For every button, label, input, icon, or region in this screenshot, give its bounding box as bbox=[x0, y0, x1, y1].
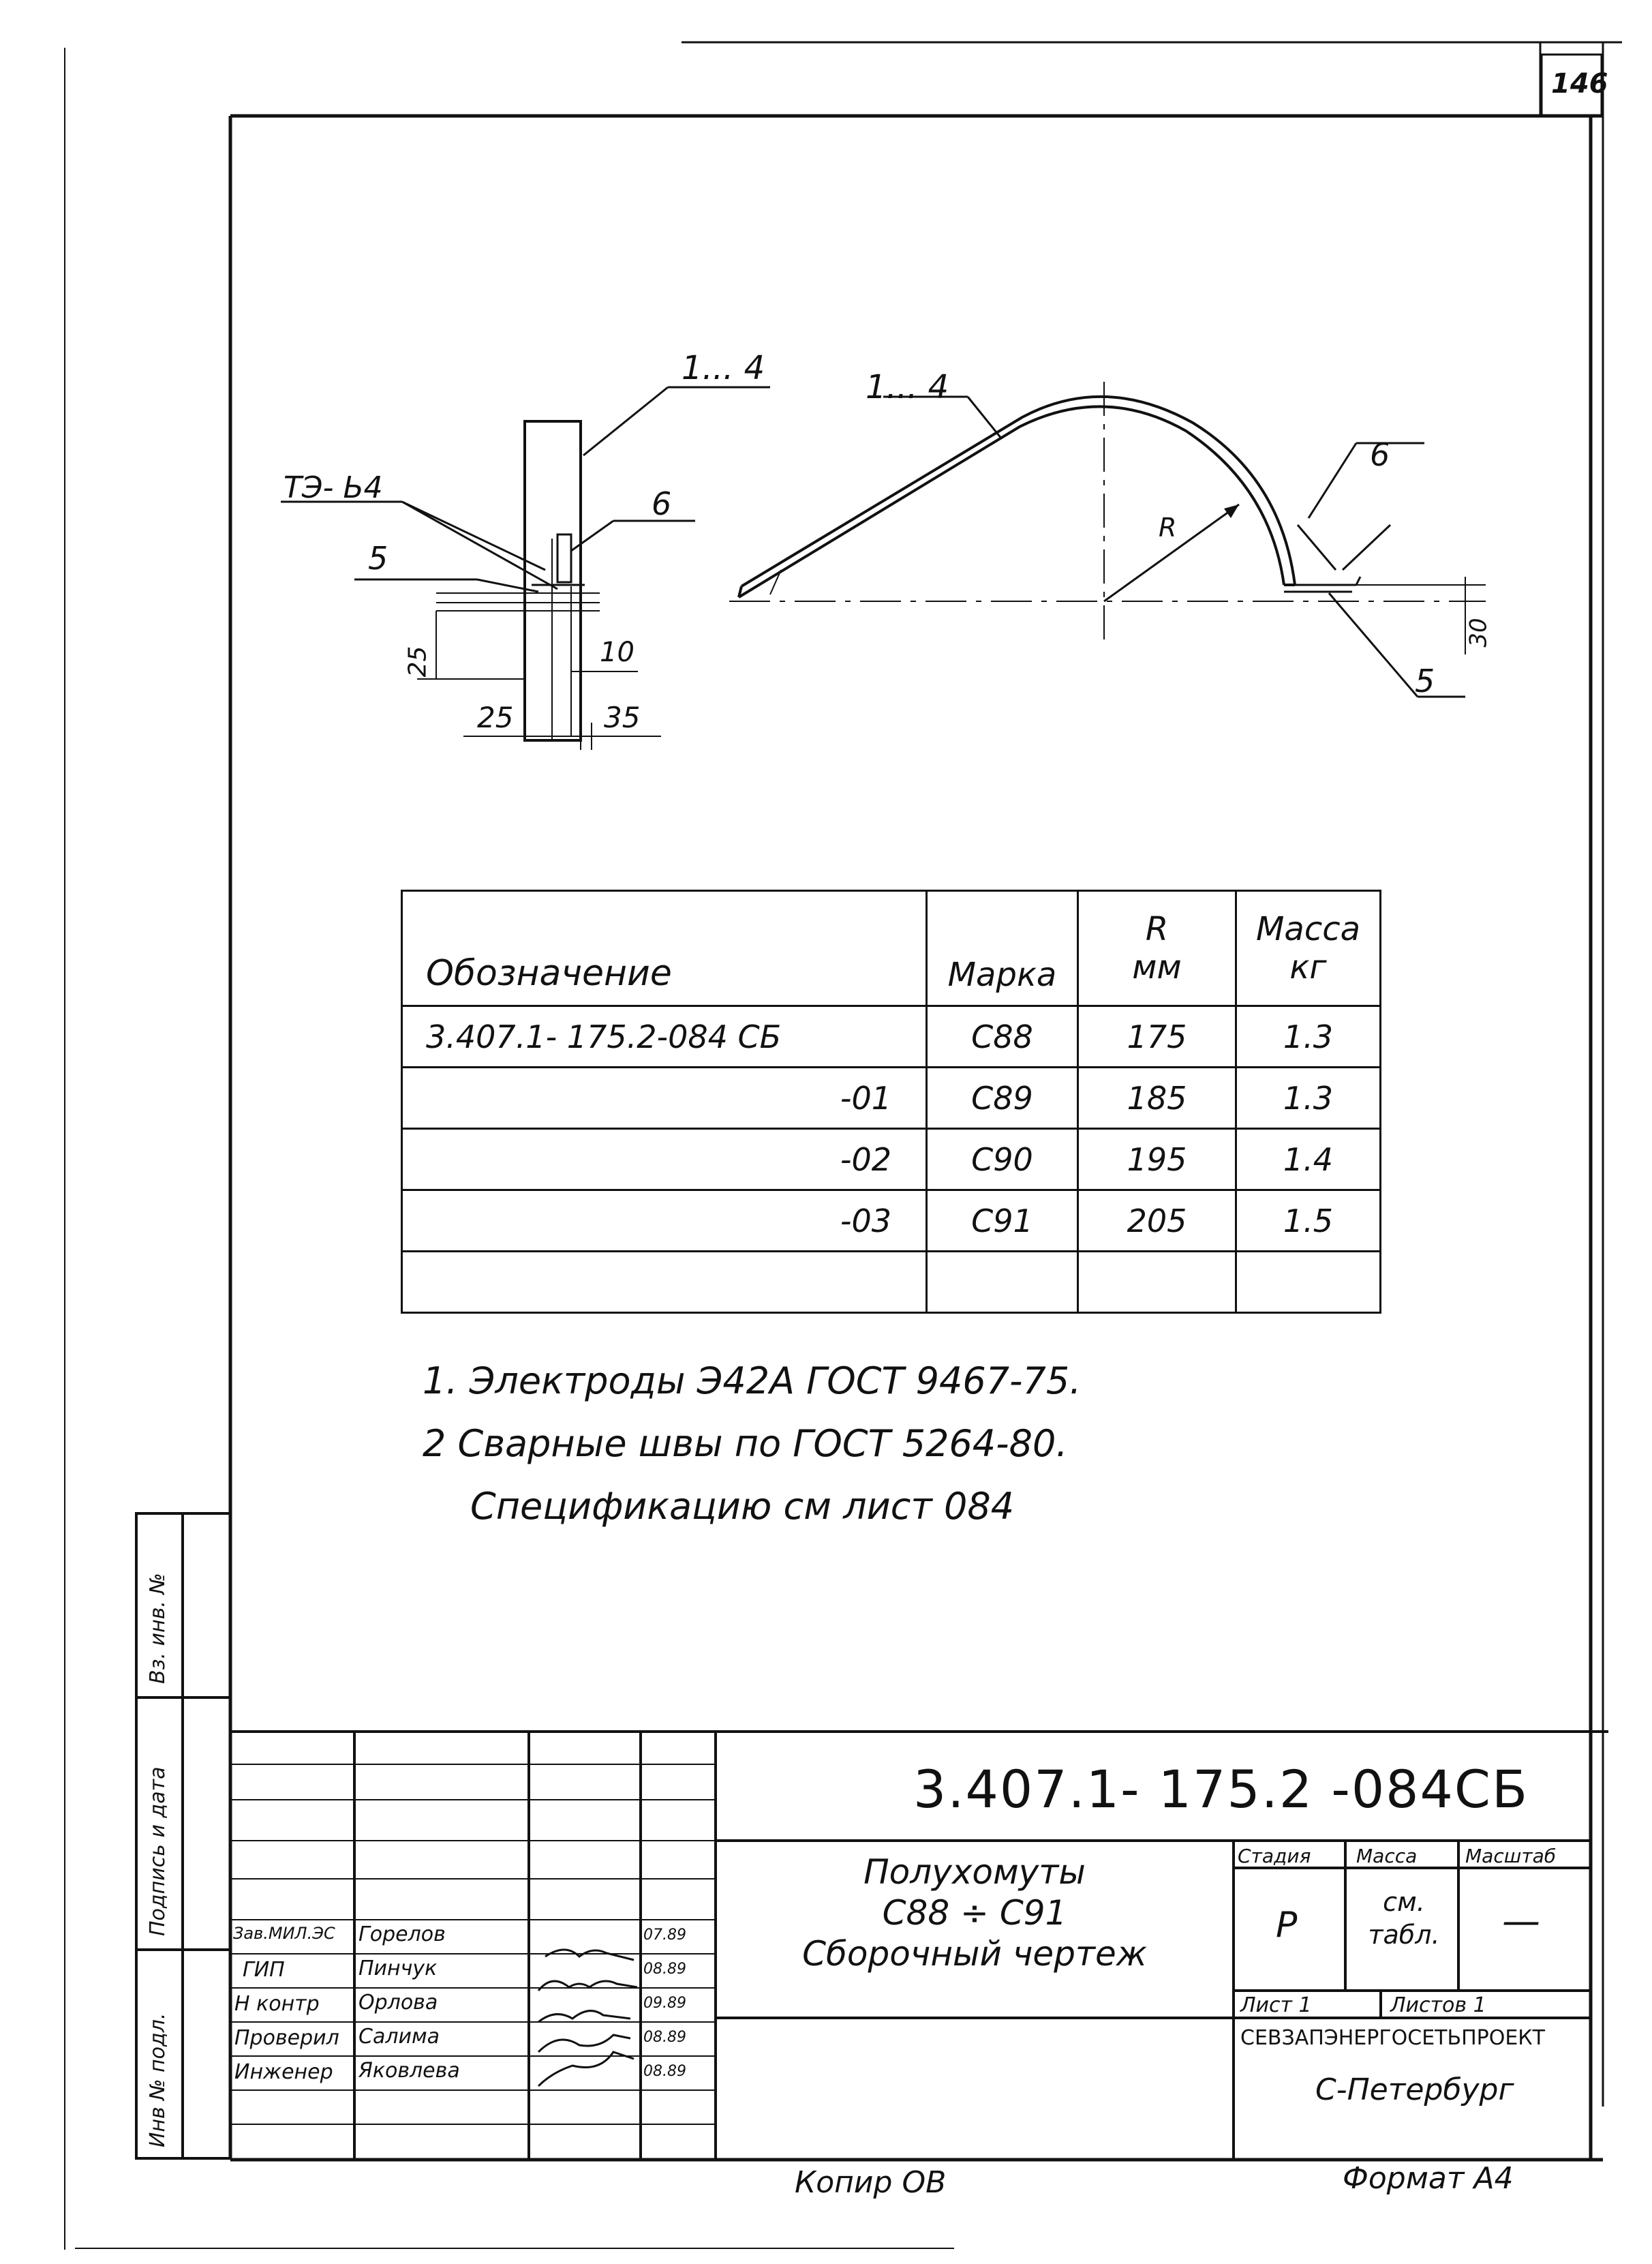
radius-header-symbol: R bbox=[1145, 910, 1169, 948]
designation-cell: -03 bbox=[402, 1190, 927, 1252]
radius-label: R bbox=[1159, 513, 1177, 543]
signature-scribbles bbox=[538, 1950, 637, 2086]
table-row bbox=[402, 1068, 1381, 1129]
side-stamp-inv-orig: Инв № подл. bbox=[146, 2012, 170, 2147]
mass-value-line-1: см. bbox=[1383, 1887, 1425, 1917]
right-leader-label: 1... 4 bbox=[866, 368, 949, 406]
mass-value bbox=[1356, 1886, 1452, 1951]
mass-cell: 1.4 bbox=[1236, 1129, 1381, 1190]
designation-header: Обозначение bbox=[402, 891, 927, 1006]
left-dim-35: 35 bbox=[604, 701, 641, 734]
table-row bbox=[402, 1129, 1381, 1190]
signature-date: 08.89 bbox=[643, 1961, 686, 1978]
title-line-1: Полухомуты bbox=[863, 1852, 1086, 1892]
mark-header: Марка bbox=[927, 891, 1078, 1006]
paper-format: Формат А4 bbox=[1343, 2161, 1514, 2196]
radius-cell: 185 bbox=[1078, 1068, 1236, 1129]
signature-date: 09.89 bbox=[643, 1995, 686, 2012]
signature-name: Пинчук bbox=[358, 1957, 438, 1980]
mark-cell: С91 bbox=[927, 1190, 1078, 1252]
signature-role: Проверил bbox=[234, 2026, 339, 2050]
right-dim-30: 30 bbox=[1465, 618, 1493, 648]
mass-cell: 1.5 bbox=[1236, 1190, 1381, 1252]
organization-name: СЕВЗАПЭНЕРГОСЕТЬПРОЕКТ bbox=[1240, 2026, 1545, 2050]
mass-value-line-2: табл. bbox=[1368, 1920, 1440, 1950]
mark-cell: С88 bbox=[927, 1006, 1078, 1068]
mass-cell: 1.3 bbox=[1236, 1068, 1381, 1129]
title-line-2: С88 ÷ С91 bbox=[882, 1893, 1067, 1933]
mark-cell: С89 bbox=[927, 1068, 1078, 1129]
signature-name: Яковлева bbox=[358, 2059, 460, 2083]
signature-name: Горелов bbox=[358, 1922, 446, 1946]
title-line-3: Сборочный чертеж bbox=[802, 1934, 1147, 1974]
weld-mark-label: ТЭ- Ь4 bbox=[284, 470, 383, 505]
mass-label: Масса bbox=[1356, 1845, 1418, 1867]
radius-header-unit: мм bbox=[1132, 948, 1182, 986]
document-title bbox=[736, 1852, 1213, 1974]
side-stamp-sign-date: Подпись и дата bbox=[146, 1766, 170, 1936]
note-specification: Спецификацию см лист 084 bbox=[470, 1485, 1015, 1528]
note-electrodes: 1. Электроды Э42А ГОСТ 9467-75. bbox=[423, 1359, 1082, 1402]
organization-city: С-Петербург bbox=[1315, 2072, 1514, 2107]
signature-date: 08.89 bbox=[643, 2063, 686, 2080]
sheets-label: Листов 1 bbox=[1390, 1993, 1486, 2017]
left-dim-vertical: 25 bbox=[403, 646, 432, 678]
left-dim-25: 25 bbox=[477, 701, 514, 734]
table-row bbox=[402, 1190, 1381, 1252]
signature-role: Зав.МИЛ.ЭС bbox=[233, 1924, 335, 1943]
table-row bbox=[402, 1006, 1381, 1068]
radius-header bbox=[1078, 891, 1236, 1006]
radius-cell: 205 bbox=[1078, 1190, 1236, 1252]
signature-role: Инженер bbox=[234, 2060, 333, 2084]
left-leader-label: 1... 4 bbox=[682, 349, 765, 387]
designation-cell: -02 bbox=[402, 1129, 927, 1190]
right-part-6-label: 6 bbox=[1370, 436, 1390, 473]
sheet-label: Лист 1 bbox=[1240, 1993, 1312, 2017]
signature-date: 07.89 bbox=[643, 1927, 686, 1944]
designation-cell: 3.407.1- 175.2-084 СБ bbox=[402, 1006, 927, 1068]
left-view bbox=[281, 387, 770, 750]
designation-cell bbox=[402, 1252, 927, 1313]
scale-value: — bbox=[1502, 1899, 1540, 1944]
scale-label: Масштаб bbox=[1465, 1845, 1557, 1867]
mark-cell: С90 bbox=[927, 1129, 1078, 1190]
technical-notes bbox=[423, 1350, 1081, 1538]
radius-cell: 195 bbox=[1078, 1129, 1236, 1190]
signature-name: Салима bbox=[358, 2025, 440, 2049]
signature-role: ГИП bbox=[243, 1958, 285, 1982]
mass-header-title: Масса bbox=[1255, 910, 1361, 948]
document-code: 3.407.1- 175.2 -084СБ bbox=[913, 1759, 1529, 1820]
stage-label: Стадия bbox=[1238, 1845, 1311, 1867]
note-welds: 2 Сварные швы по ГОСТ 5264-80. bbox=[423, 1422, 1068, 1465]
mass-cell bbox=[1236, 1252, 1381, 1313]
spec-header-row bbox=[402, 891, 1381, 1006]
right-view bbox=[729, 382, 1486, 697]
left-dim-10: 10 bbox=[600, 637, 634, 668]
side-stamp-vz-inv: Вз. инв. № bbox=[146, 1573, 170, 1684]
copied-by: Копир ОВ bbox=[795, 2165, 947, 2200]
table-row bbox=[402, 1252, 1381, 1313]
mass-header-unit: кг bbox=[1289, 948, 1327, 986]
designation-cell: -01 bbox=[402, 1068, 927, 1129]
signature-name: Орлова bbox=[358, 1991, 438, 2014]
right-part-5-label: 5 bbox=[1415, 663, 1435, 699]
mass-header bbox=[1236, 891, 1381, 1006]
signature-date: 08.89 bbox=[643, 2029, 686, 2046]
mass-cell: 1.3 bbox=[1236, 1006, 1381, 1068]
radius-cell bbox=[1078, 1252, 1236, 1313]
spec-table bbox=[401, 890, 1381, 1314]
radius-cell: 175 bbox=[1078, 1006, 1236, 1068]
mark-cell bbox=[927, 1252, 1078, 1313]
left-part-5-label: 5 bbox=[368, 540, 388, 577]
left-part-6-label: 6 bbox=[652, 485, 672, 522]
sheet-number: 146 bbox=[1551, 68, 1608, 100]
stage-value: Р bbox=[1276, 1905, 1298, 1946]
signature-role: Н контр bbox=[234, 1992, 320, 2016]
